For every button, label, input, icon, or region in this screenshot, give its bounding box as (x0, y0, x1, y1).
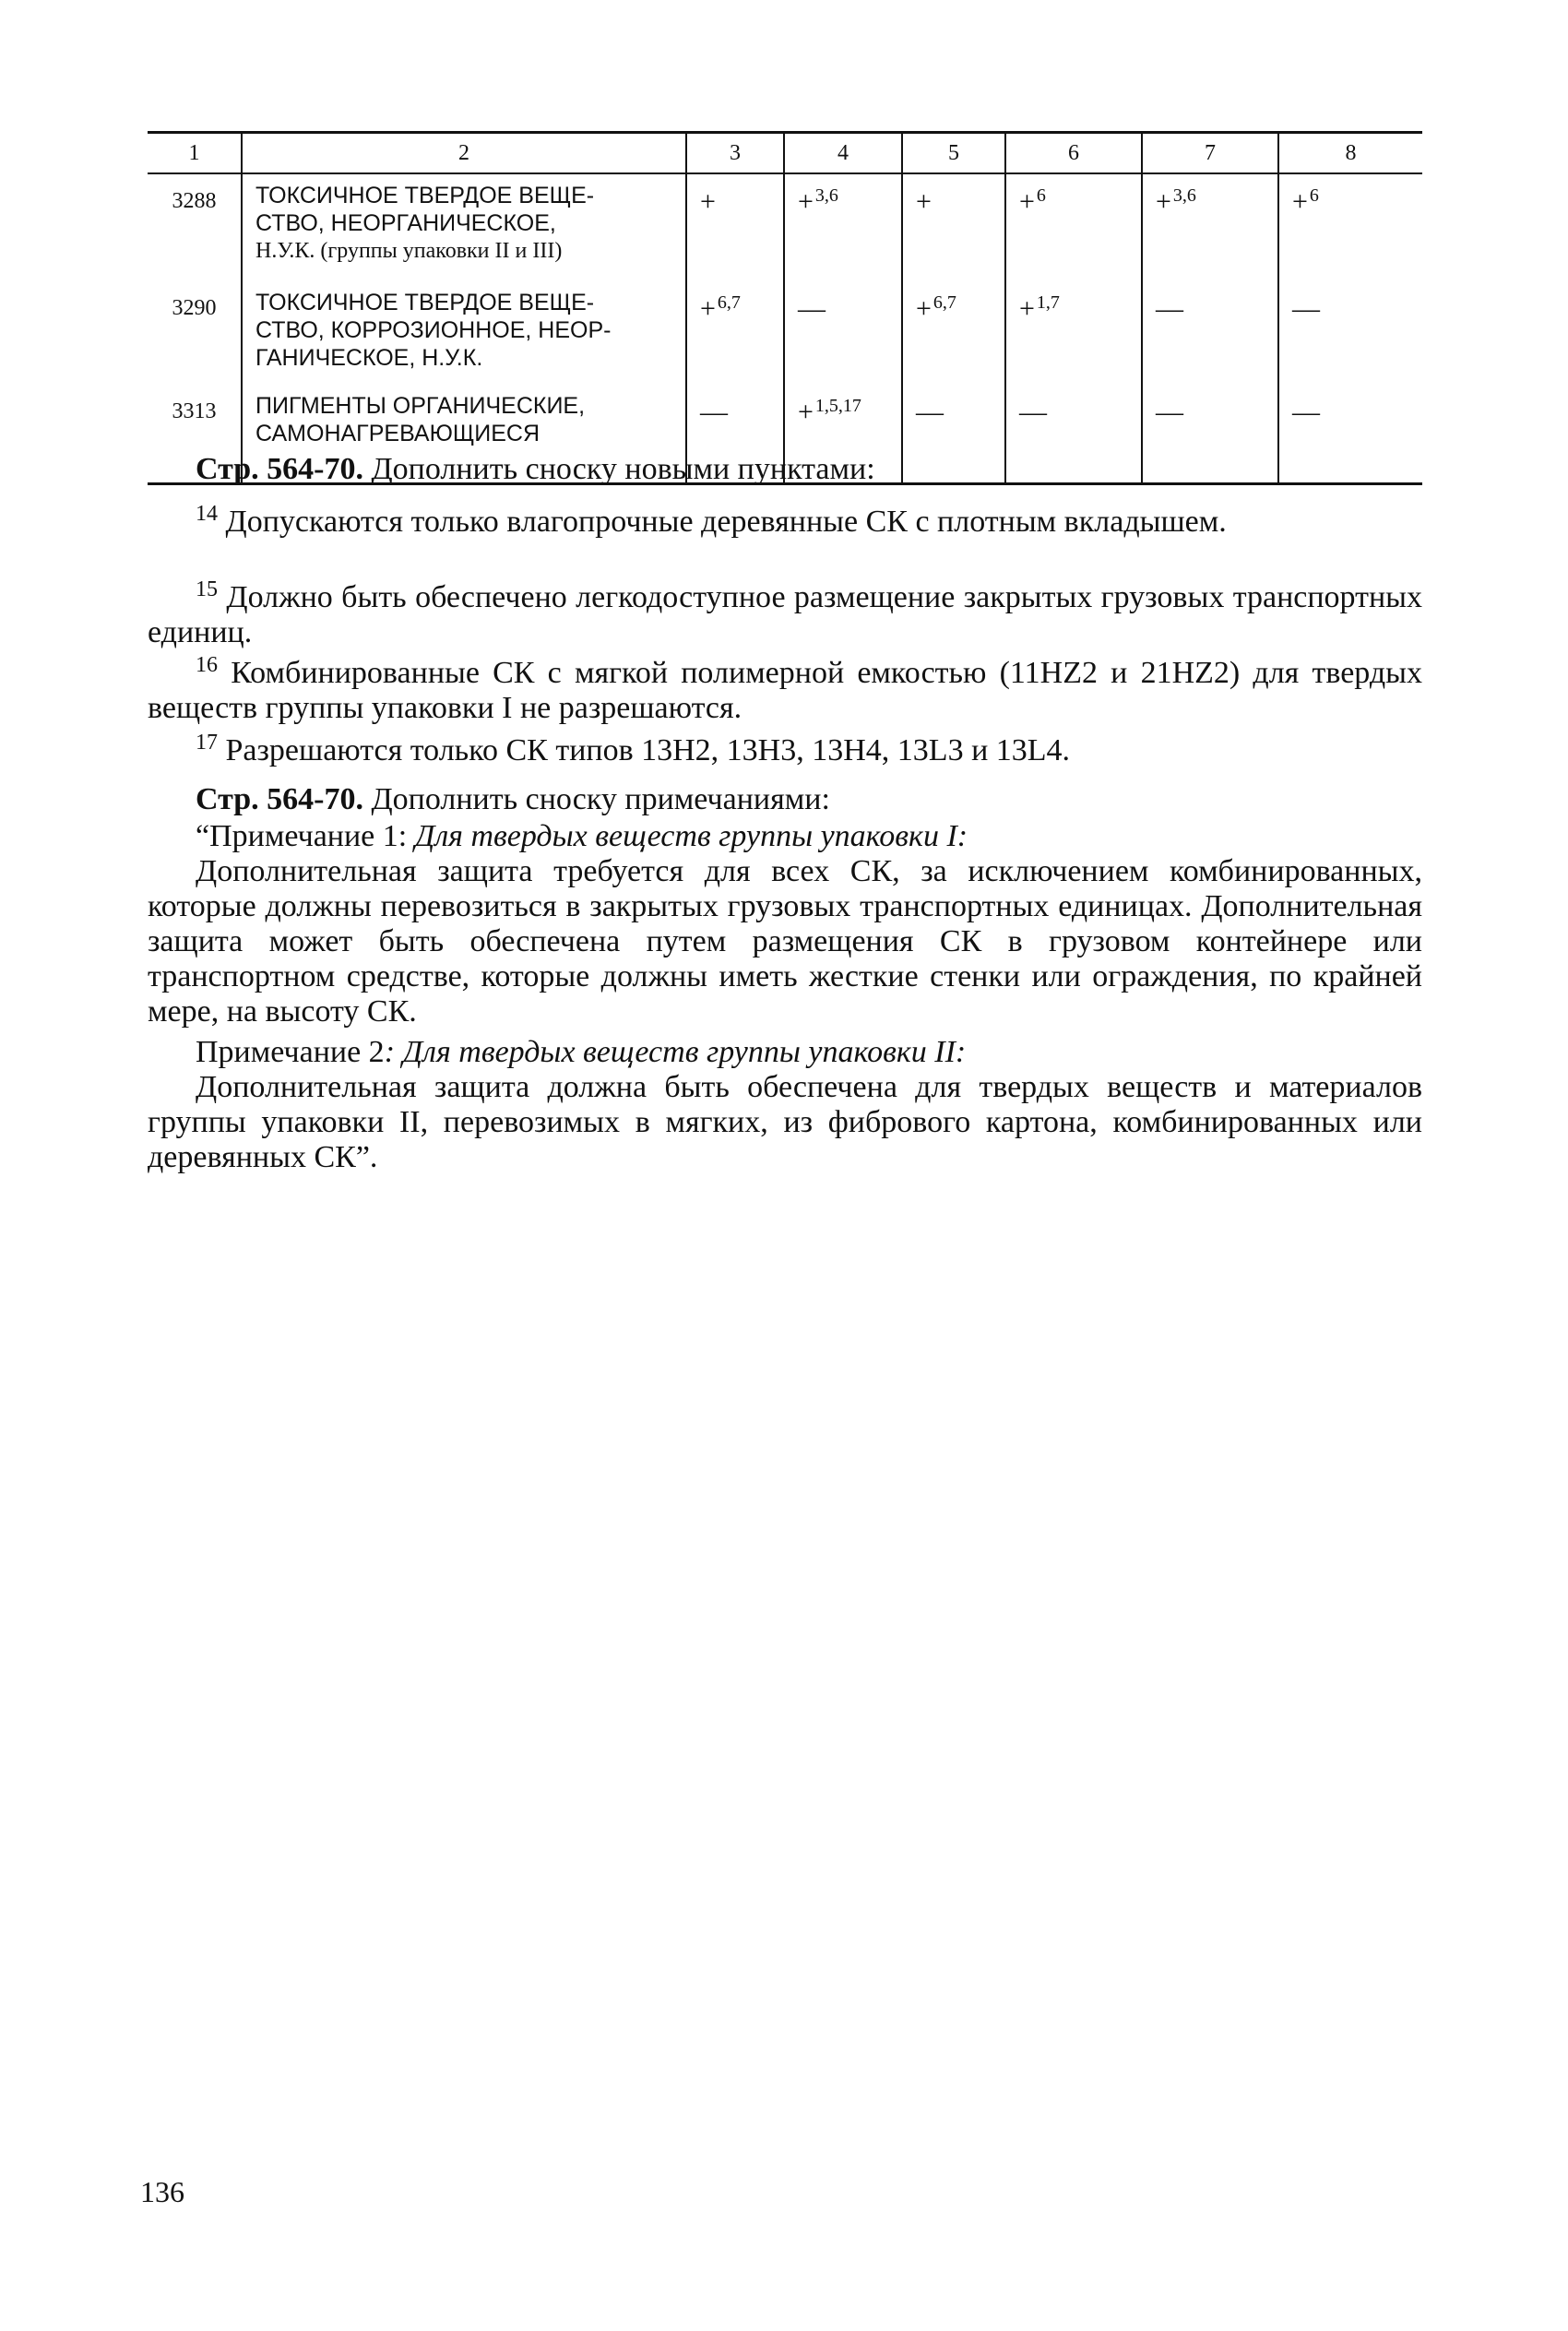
table-cell (1278, 173, 1422, 281)
footnote-text: Разрешаются только СК типов 13H2, 13H3, 13H4, 13L3 и 13L4. (218, 733, 1071, 767)
footnote-text: Должно быть обеспечено легкодоступное размещение закрытых грузовых транспортных единиц. (148, 580, 1422, 649)
cell-mark: — (798, 293, 826, 324)
name-line: САМОНАГРЕВАЮЩИЕСЯ (255, 421, 540, 446)
table-cell (1142, 173, 1278, 281)
column-header: 5 (902, 133, 1005, 174)
footnote (148, 648, 1422, 726)
un-number: 3290 (172, 296, 217, 320)
cell-mark: — (700, 397, 728, 427)
cell-mark: + (700, 293, 716, 324)
name-line: ГАНИЧЕСКОЕ, Н.У.К. (255, 345, 483, 371)
cell-mark: + (1019, 293, 1035, 324)
cell-mark: + (1292, 186, 1308, 217)
table-cell (902, 173, 1005, 281)
note-body: Дополнительная защита должна быть обеспечена для твердых веществ и материалов группы упаковки II, перевозимых в мягких, из фибрового картона, комбинированных или деревянных СК”. (148, 1070, 1422, 1174)
name-line: СТВО, НЕОРГАНИЧЕСКОЕ, (255, 210, 556, 236)
cell-mark: + (798, 186, 814, 217)
note-title: : Для твердых веществ группы упаковки II: (384, 1035, 967, 1069)
table-header-row (148, 133, 1422, 174)
footnote-number: 16 (196, 653, 218, 677)
footnote-text: Комбинированные СК с мягкой полимерной емкостью (11HZ2 и 21HZ2) для твердых веществ группы упаковки I не разрешаются. (148, 656, 1422, 725)
footnote-text: Допускаются только влагопрочные деревянные СК с плотным вкладышем. (218, 505, 1227, 539)
substance-name (242, 281, 686, 385)
name-line: ТОКСИЧНОЕ ТВЕРДОЕ ВЕЩЕ- (255, 183, 595, 208)
cell-mark: — (1292, 397, 1320, 427)
table-row (148, 281, 1422, 385)
column-header: 7 (1142, 133, 1278, 174)
column-header: 3 (686, 133, 784, 174)
cell-note: 1,5,17 (814, 396, 861, 416)
cell-mark: + (700, 186, 716, 217)
table-cell (902, 281, 1005, 385)
table-cell (784, 281, 902, 385)
note-title: Для твердых веществ группы упаковки I: (414, 819, 968, 853)
cell-mark: + (916, 186, 932, 217)
section-instruction: Дополнить сноску новыми пунктами: (362, 452, 875, 486)
cell-note: 6,7 (932, 292, 956, 313)
page-number: 136 (140, 2175, 184, 2208)
footnote (148, 572, 1422, 650)
cell-mark: + (1019, 186, 1035, 217)
cell-note: 6,7 (717, 292, 741, 313)
column-header: 1 (148, 133, 242, 174)
section-heading (148, 782, 1422, 817)
column-header: 4 (784, 133, 902, 174)
section-instruction: Дополнить сноску примечаниями: (362, 782, 830, 816)
substance-name (242, 173, 686, 281)
cell-mark: — (1019, 397, 1047, 427)
cell-note: 3,6 (1172, 185, 1196, 206)
cell-mark: + (798, 397, 814, 427)
cell-mark: + (1156, 186, 1171, 217)
name-line: ТОКСИЧНОЕ ТВЕРДОЕ ВЕЩЕ- (255, 290, 595, 315)
un-number: 3313 (172, 399, 217, 423)
cell-mark: — (1292, 293, 1320, 324)
table-cell (784, 173, 902, 281)
table-cell (1278, 281, 1422, 385)
cell-note: 6 (1036, 185, 1046, 206)
column-header: 6 (1005, 133, 1142, 174)
table-row (148, 173, 1422, 281)
footnote (148, 725, 1422, 768)
name-line: ПИГМЕНТЫ ОРГАНИЧЕСКИЕ, (255, 393, 586, 419)
un-number: 3288 (172, 189, 217, 213)
cell-mark: — (916, 397, 944, 427)
cell-mark: + (916, 293, 932, 324)
section-heading (148, 452, 1422, 487)
footnote-number: 14 (196, 502, 218, 526)
page-reference: Стр. 564-70. (196, 782, 363, 816)
table-cell (1005, 281, 1142, 385)
page-reference: Стр. 564-70. (196, 452, 363, 486)
note-heading (148, 819, 1422, 854)
table-cell (1005, 173, 1142, 281)
footnote-number: 17 (196, 731, 218, 755)
note-label: “Примечание 1: (196, 819, 415, 853)
note-heading (148, 1035, 1422, 1070)
footnote-number: 15 (196, 577, 218, 601)
cell-note: 6 (1309, 185, 1319, 206)
cell-note: 1,7 (1036, 292, 1060, 313)
name-line: Н.У.К. (группы упаковки II и III) (255, 239, 563, 263)
goods-table (148, 131, 1422, 485)
footnote (148, 496, 1422, 540)
note-body: Дополнительная защита требуется для всех СК, за исключением комбинированных, которые должны перевозиться в закрытых грузовых транспортных единицах. Дополнительная защита может быть обеспечена путем размещения СК в грузовом контейнере или транспортном средстве, которые должны иметь жесткие стенки или ограждения, по крайней мере, на высоту СК. (148, 854, 1422, 1029)
column-header: 2 (242, 133, 686, 174)
cell-note: 3,6 (814, 185, 838, 206)
name-line: СТВО, КОРРОЗИОННОЕ, НЕОР- (255, 317, 612, 343)
cell-mark: — (1156, 293, 1183, 324)
note-label: Примечание 2 (196, 1035, 385, 1069)
table-cell (686, 173, 784, 281)
cell-mark: — (1156, 397, 1183, 427)
column-header: 8 (1278, 133, 1422, 174)
table-cell (1142, 281, 1278, 385)
table-cell (686, 281, 784, 385)
